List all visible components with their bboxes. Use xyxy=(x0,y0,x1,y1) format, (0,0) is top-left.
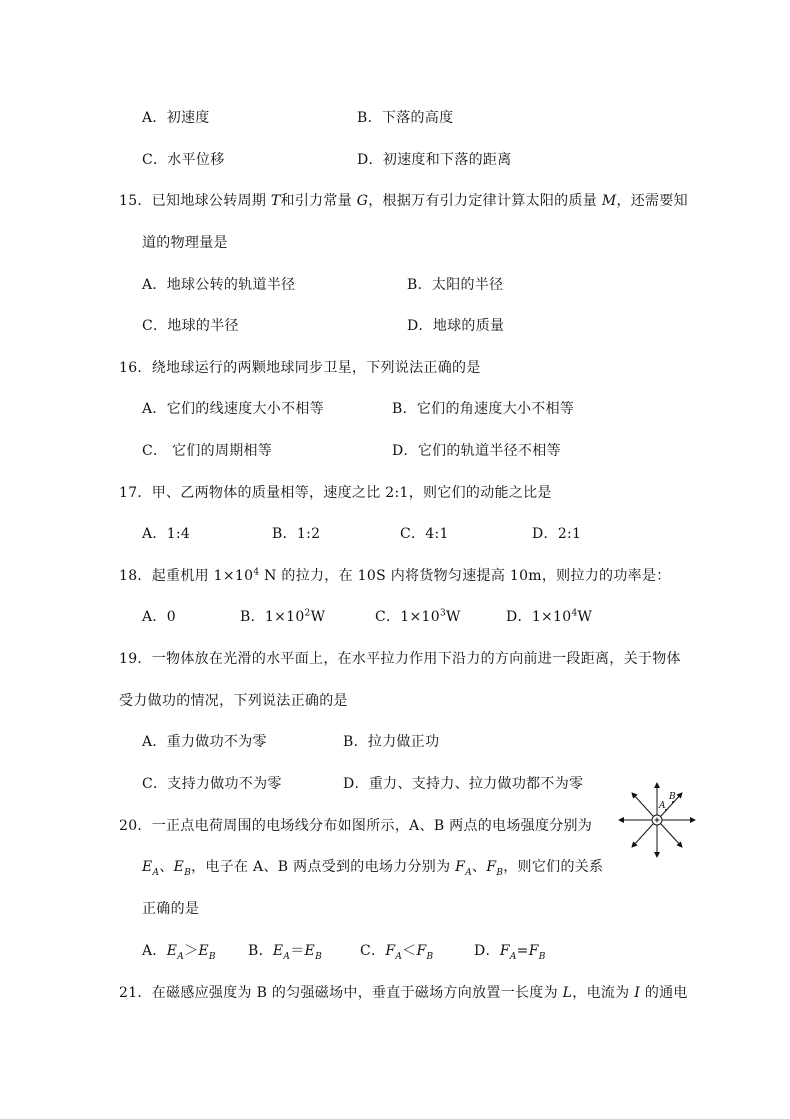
q18-option-d: D．$1\times 10^4W$ xyxy=(506,608,593,625)
q18-option-c: C．$1\times 10^3W$ xyxy=(375,608,461,625)
q20-option-d: D．$F_A=F_B$ xyxy=(474,943,546,962)
q14-option-b: B．下落的高度 xyxy=(357,110,454,126)
q17-stem: 17．甲、乙两物体的质量相等，速度之比 2:1，则它们的动能之比是 xyxy=(119,485,552,501)
field-line xyxy=(632,793,653,816)
q15-option-c: C．地球的半径 xyxy=(142,318,239,334)
q14-option-a: A．初速度 xyxy=(142,110,210,126)
q20-stem-line1: 20．一正点电荷周围的电场线分布如图所示，A、B 两点的电场强度分别为 xyxy=(119,818,593,834)
q20-stem-line3: 正确的是 xyxy=(142,901,200,917)
q15-option-b: B．太阳的半径 xyxy=(407,277,504,293)
field-line xyxy=(632,824,653,847)
q20-option-c: C．$F_A<F_B$ xyxy=(360,943,434,962)
q19-stem-line2: 受力做功的情况，下列说法正确的是 xyxy=(119,693,348,709)
q16-option-c: C． 它们的周期相等 xyxy=(142,443,273,459)
q15-option-a: A．地球公转的轨道半径 xyxy=(142,277,296,293)
q18-option-b: B．$1\times 10^2W$ xyxy=(240,608,326,625)
q20-stem-line2: $E_A$、$E_B$，电子在 A、B 两点受到的电场力分别为 $F_A$、$F_B$，则它们的关系 xyxy=(142,859,604,878)
q17-option-d: D．2:1 xyxy=(532,526,582,542)
q19-option-c: C．支持力做功不为零 xyxy=(142,776,282,792)
q16-stem: 16．绕地球运行的两颗地球同步卫星，下列说法正确的是 xyxy=(119,360,481,376)
q15-stem-line2: 道的物理量是 xyxy=(142,235,228,251)
q16-option-a: A．它们的线速度大小不相等 xyxy=(142,401,325,417)
q16-option-d: D．它们的轨道半径不相等 xyxy=(392,443,561,459)
q19-option-b: B．拉力做正功 xyxy=(343,734,440,750)
q17-option-a: A．1:4 xyxy=(142,526,191,542)
q18-stem: 18．起重机用 $1\times 10^4$ N 的拉力，在 10S 内将货物匀速提高 10m，则拉力的功率是： xyxy=(119,567,671,584)
q21-stem: 21．在磁感应强度为 B 的匀强磁场中，垂直于磁场方向放置一长度为 L，电流为 I 的通电 xyxy=(119,985,688,1001)
q17-option-b: B．1:2 xyxy=(272,526,321,542)
q19-stem-line1: 19．一物体放在光滑的水平面上，在水平拉力作用下沿力的方向前进一段距离，关于物体 xyxy=(119,651,681,667)
q20-option-a: A．$E_A>E_B$ xyxy=(142,943,216,962)
q19-option-a: A．重力做功不为零 xyxy=(142,734,267,750)
q18-option-a: A．0 xyxy=(142,609,176,625)
label-a: A xyxy=(659,801,666,811)
q19-option-d: D．重力、支持力、拉力做功都不为零 xyxy=(343,776,584,792)
q15-stem-line1: 15．已知地球公转周期 T和引力常量 G，根据万有引力定律计算太阳的质量 M，还需要知 xyxy=(119,193,688,209)
q20-option-b: B．$E_A=E_B$ xyxy=(248,943,322,962)
q16-option-b: B．它们的角速度大小不相等 xyxy=(392,401,575,417)
q17-option-c: C．4:1 xyxy=(400,526,449,542)
field-line xyxy=(661,824,682,847)
label-b: B xyxy=(669,792,676,802)
q14-option-c: C．水平位移 xyxy=(142,152,225,168)
q15-option-d: D．地球的质量 xyxy=(407,318,505,334)
q14-option-d: D．初速度和下落的距离 xyxy=(357,152,512,168)
point-charge-field-figure xyxy=(615,780,699,860)
